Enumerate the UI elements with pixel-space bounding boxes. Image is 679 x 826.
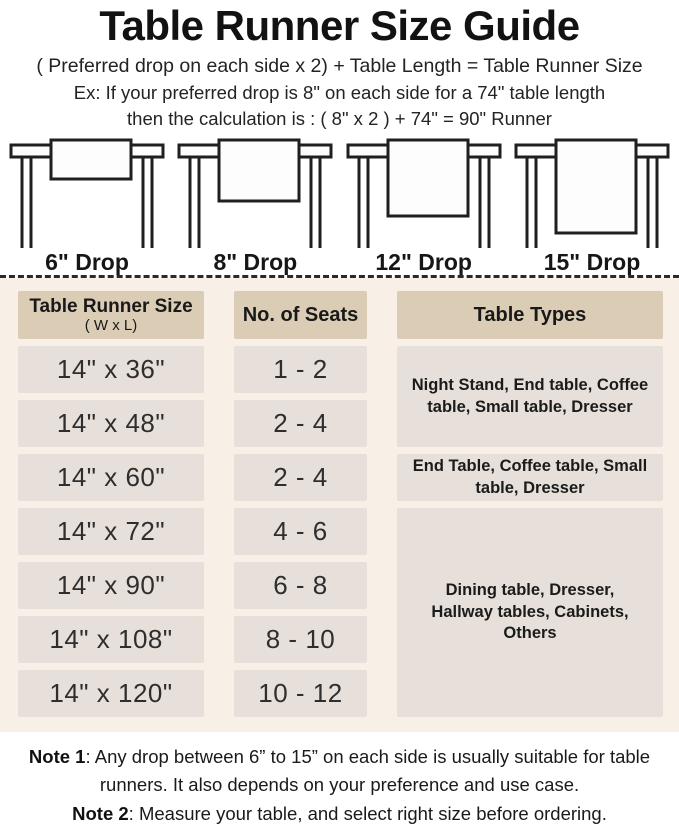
note-2 xyxy=(4,800,675,826)
note-1-label: Note 1 xyxy=(28,746,86,768)
runner-rect xyxy=(388,140,468,216)
table-types-group-1: Night Stand, End table, Coffee table, Small table, Dresser xyxy=(397,346,663,447)
size-cell: 14" x 90" xyxy=(18,562,204,609)
drop-label: 8" Drop xyxy=(213,249,298,276)
size-table xyxy=(18,291,679,717)
drop-illustration-8 xyxy=(174,138,336,275)
size-cell: 14" x 36" xyxy=(18,346,204,393)
header-runner-size-title: Table Runner Size xyxy=(29,295,193,317)
size-cell: 14" x 48" xyxy=(18,400,204,447)
seats-cell: 2 - 4 xyxy=(234,454,367,501)
drop-illustration-6 xyxy=(6,138,168,275)
table-runner-drawing-icon xyxy=(174,138,336,248)
table-runner-drawing-icon xyxy=(343,138,505,248)
formula-text: ( Preferred drop on each side x 2) + Table Length = Table Runner Size xyxy=(36,55,643,78)
runner-rect xyxy=(51,140,131,179)
seats-cell: 8 - 10 xyxy=(234,616,367,663)
size-cell: 14" x 108" xyxy=(18,616,204,663)
seats-cell: 6 - 8 xyxy=(234,562,367,609)
runner-rect xyxy=(556,140,636,233)
seats-cell: 1 - 2 xyxy=(234,346,367,393)
notes-section xyxy=(0,732,679,826)
drop-label: 6" Drop xyxy=(45,249,129,276)
drop-label: 15" Drop xyxy=(543,249,641,276)
table-types-group-3 xyxy=(397,508,663,717)
note-2-label: Note 2 xyxy=(72,802,129,824)
drop-illustrations xyxy=(0,134,679,276)
drop-illustration-12 xyxy=(343,138,505,275)
note-2-text: : Measure your table, and select right size before ordering. xyxy=(128,802,607,824)
header-table-types: Table Types xyxy=(397,291,663,339)
seats-cell: 2 - 4 xyxy=(234,400,367,447)
table-types-group-2: End Table, Coffee table, Small table, Dresser xyxy=(397,454,663,501)
size-cell: 14" x 72" xyxy=(18,508,204,555)
size-table-section xyxy=(0,278,679,732)
size-cell: 14" x 120" xyxy=(18,670,204,717)
seats-cell: 10 - 12 xyxy=(234,670,367,717)
runner-rect xyxy=(219,140,299,201)
note-1 xyxy=(4,743,675,799)
table-runner-drawing-icon xyxy=(511,138,673,248)
example-line-1: Ex: If your preferred drop is 8" on each side for a 74" table length xyxy=(73,82,606,104)
size-cell: 14" x 60" xyxy=(18,454,204,501)
seats-cell: 4 - 6 xyxy=(234,508,367,555)
page-title: Table Runner Size Guide xyxy=(99,2,580,49)
example-line-2: then the calculation is : ( 8" x 2 ) + 74" = 90" Runner xyxy=(127,108,552,130)
table-types-group-3-text: Dining table, Dresser, Hallway tables, Cabinets, Others xyxy=(431,580,629,643)
drop-illustration-15 xyxy=(511,138,673,275)
table-runner-drawing-icon xyxy=(6,138,168,248)
note-1-text: : Any drop between 6” to 15” on each side is usually suitable for table runners. It also depends on your preference and use case. xyxy=(85,746,651,795)
header-runner-size xyxy=(18,291,204,339)
drop-label: 12" Drop xyxy=(375,249,472,276)
header-runner-size-sub: ( W x L) xyxy=(84,317,138,335)
header-seats: No. of Seats xyxy=(234,291,367,339)
